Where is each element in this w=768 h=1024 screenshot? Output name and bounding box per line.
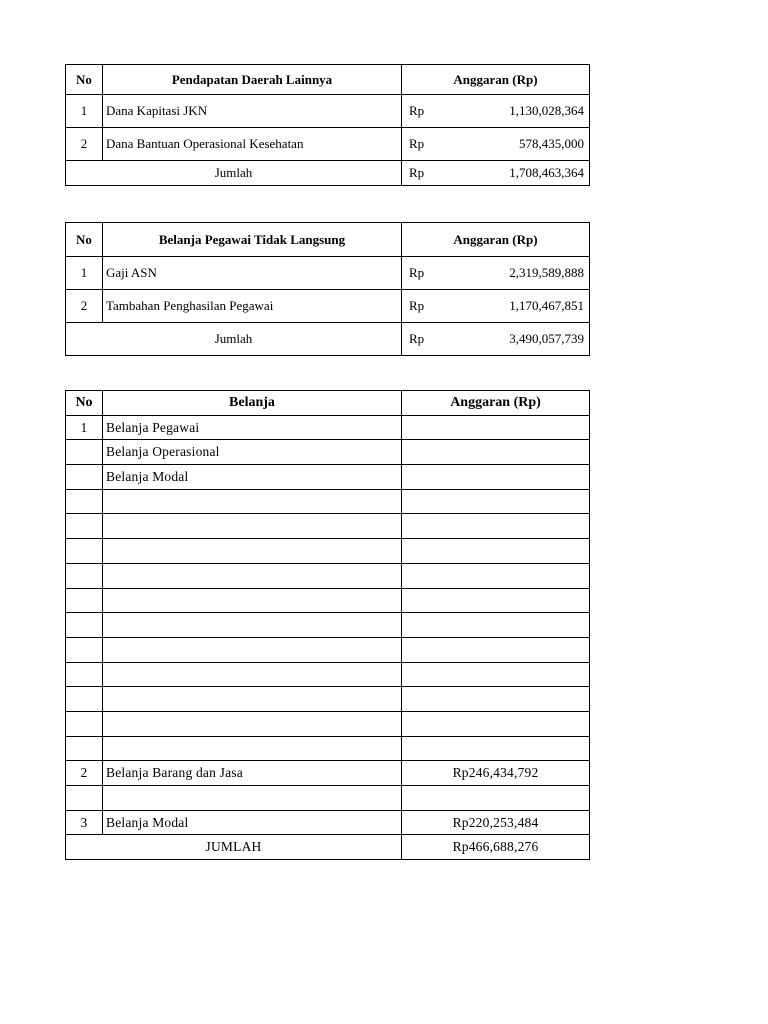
row-name: Gaji ASN: [103, 257, 402, 290]
row-amount: [402, 440, 590, 465]
row-no: 1: [66, 257, 103, 290]
row-amount-cell: [402, 95, 590, 128]
table-row: [66, 711, 590, 736]
table-row: [66, 637, 590, 662]
header-anggaran: Anggaran (Rp): [402, 391, 590, 416]
header-no: No: [66, 391, 103, 416]
header-item: Belanja Pegawai Tidak Langsung: [103, 223, 402, 257]
row-name: [103, 563, 402, 588]
header-no: No: [66, 65, 103, 95]
table-row: [66, 539, 590, 564]
row-amount: [402, 637, 590, 662]
total-label: JUMLAH: [66, 835, 402, 860]
table-header-row: [66, 223, 590, 257]
amount-value: 1,170,467,851: [509, 298, 584, 313]
belanja-table: [65, 390, 590, 860]
header-anggaran: Anggaran (Rp): [402, 65, 590, 95]
row-amount-cell: [402, 257, 590, 290]
table-row: [66, 662, 590, 687]
header-no: No: [66, 223, 103, 257]
row-no: [66, 662, 103, 687]
table-row: [66, 489, 590, 514]
total-row: [66, 161, 590, 186]
row-name: Belanja Operasional: [103, 440, 402, 465]
row-no: [66, 465, 103, 490]
currency-label: Rp: [409, 298, 425, 313]
row-name: [103, 539, 402, 564]
header-anggaran: Anggaran (Rp): [402, 223, 590, 257]
row-name: Belanja Modal: [103, 465, 402, 490]
table-row: [66, 290, 590, 323]
row-amount: [402, 465, 590, 490]
row-name: [103, 711, 402, 736]
row-no: 1: [66, 95, 103, 128]
table-row: [66, 810, 590, 835]
row-amount: [402, 514, 590, 539]
row-no: [66, 588, 103, 613]
currency-label: Rp: [409, 265, 425, 280]
total-label: Jumlah: [66, 161, 402, 186]
row-no: [66, 514, 103, 539]
row-name: [103, 736, 402, 761]
row-no: [66, 539, 103, 564]
currency-label: Rp: [409, 103, 425, 118]
row-name: [103, 489, 402, 514]
table-header-row: [66, 391, 590, 416]
row-no: [66, 687, 103, 712]
total-row: [66, 835, 590, 860]
row-amount-cell: [402, 290, 590, 323]
row-name: [103, 786, 402, 811]
row-amount: [402, 736, 590, 761]
row-no: [66, 440, 103, 465]
table-row: [66, 736, 590, 761]
row-no: [66, 563, 103, 588]
row-no: [66, 736, 103, 761]
total-row: [66, 323, 590, 356]
row-name: [103, 687, 402, 712]
table-row: [66, 257, 590, 290]
total-amount-cell: [402, 323, 590, 356]
table-row: [66, 588, 590, 613]
row-no: [66, 711, 103, 736]
table-row: [66, 128, 590, 161]
row-amount: Rp220,253,484: [402, 810, 590, 835]
row-no: 2: [66, 128, 103, 161]
table-row: [66, 761, 590, 786]
row-amount: [402, 613, 590, 638]
row-amount: [402, 539, 590, 564]
table-row: [66, 687, 590, 712]
row-amount: [402, 563, 590, 588]
table-row: [66, 440, 590, 465]
row-no: [66, 613, 103, 638]
table-header-row: [66, 65, 590, 95]
row-amount: [402, 711, 590, 736]
row-name: Belanja Modal: [103, 810, 402, 835]
row-amount: [402, 415, 590, 440]
row-name: [103, 588, 402, 613]
row-amount: Rp246,434,792: [402, 761, 590, 786]
row-amount-cell: [402, 128, 590, 161]
row-name: [103, 662, 402, 687]
table-row: [66, 786, 590, 811]
total-amount-cell: [402, 161, 590, 186]
row-no: 1: [66, 415, 103, 440]
row-name: Belanja Pegawai: [103, 415, 402, 440]
amount-value: 1,130,028,364: [509, 103, 584, 118]
belanja-pegawai-table: [65, 222, 590, 356]
table-row: [66, 563, 590, 588]
row-name: [103, 514, 402, 539]
amount-value: 2,319,589,888: [509, 265, 584, 280]
row-amount: [402, 662, 590, 687]
row-name: [103, 637, 402, 662]
row-no: [66, 786, 103, 811]
row-no: [66, 489, 103, 514]
header-item: Pendapatan Daerah Lainnya: [103, 65, 402, 95]
row-amount: [402, 588, 590, 613]
row-no: [66, 637, 103, 662]
table-row: [66, 95, 590, 128]
table-row: [66, 514, 590, 539]
row-name: Tambahan Penghasilan Pegawai: [103, 290, 402, 323]
row-amount: [402, 489, 590, 514]
row-no: 2: [66, 290, 103, 323]
currency-label: Rp: [409, 165, 425, 180]
currency-label: Rp: [409, 331, 425, 346]
total-amount: 1,708,463,364: [509, 165, 584, 180]
row-name: Belanja Barang dan Jasa: [103, 761, 402, 786]
total-amount: Rp466,688,276: [402, 835, 590, 860]
row-name: [103, 613, 402, 638]
pendapatan-table: [65, 64, 590, 186]
table-row: [66, 415, 590, 440]
row-name: Dana Kapitasi JKN: [103, 95, 402, 128]
currency-label: Rp: [409, 136, 425, 151]
table-row: [66, 613, 590, 638]
row-amount: [402, 786, 590, 811]
amount-value: 578,435,000: [519, 136, 584, 151]
row-no: 3: [66, 810, 103, 835]
total-label: Jumlah: [66, 323, 402, 356]
header-item: Belanja: [103, 391, 402, 416]
row-no: 2: [66, 761, 103, 786]
row-amount: [402, 687, 590, 712]
total-amount: 3,490,057,739: [509, 331, 584, 346]
table-row: [66, 465, 590, 490]
row-name: Dana Bantuan Operasional Kesehatan: [103, 128, 402, 161]
